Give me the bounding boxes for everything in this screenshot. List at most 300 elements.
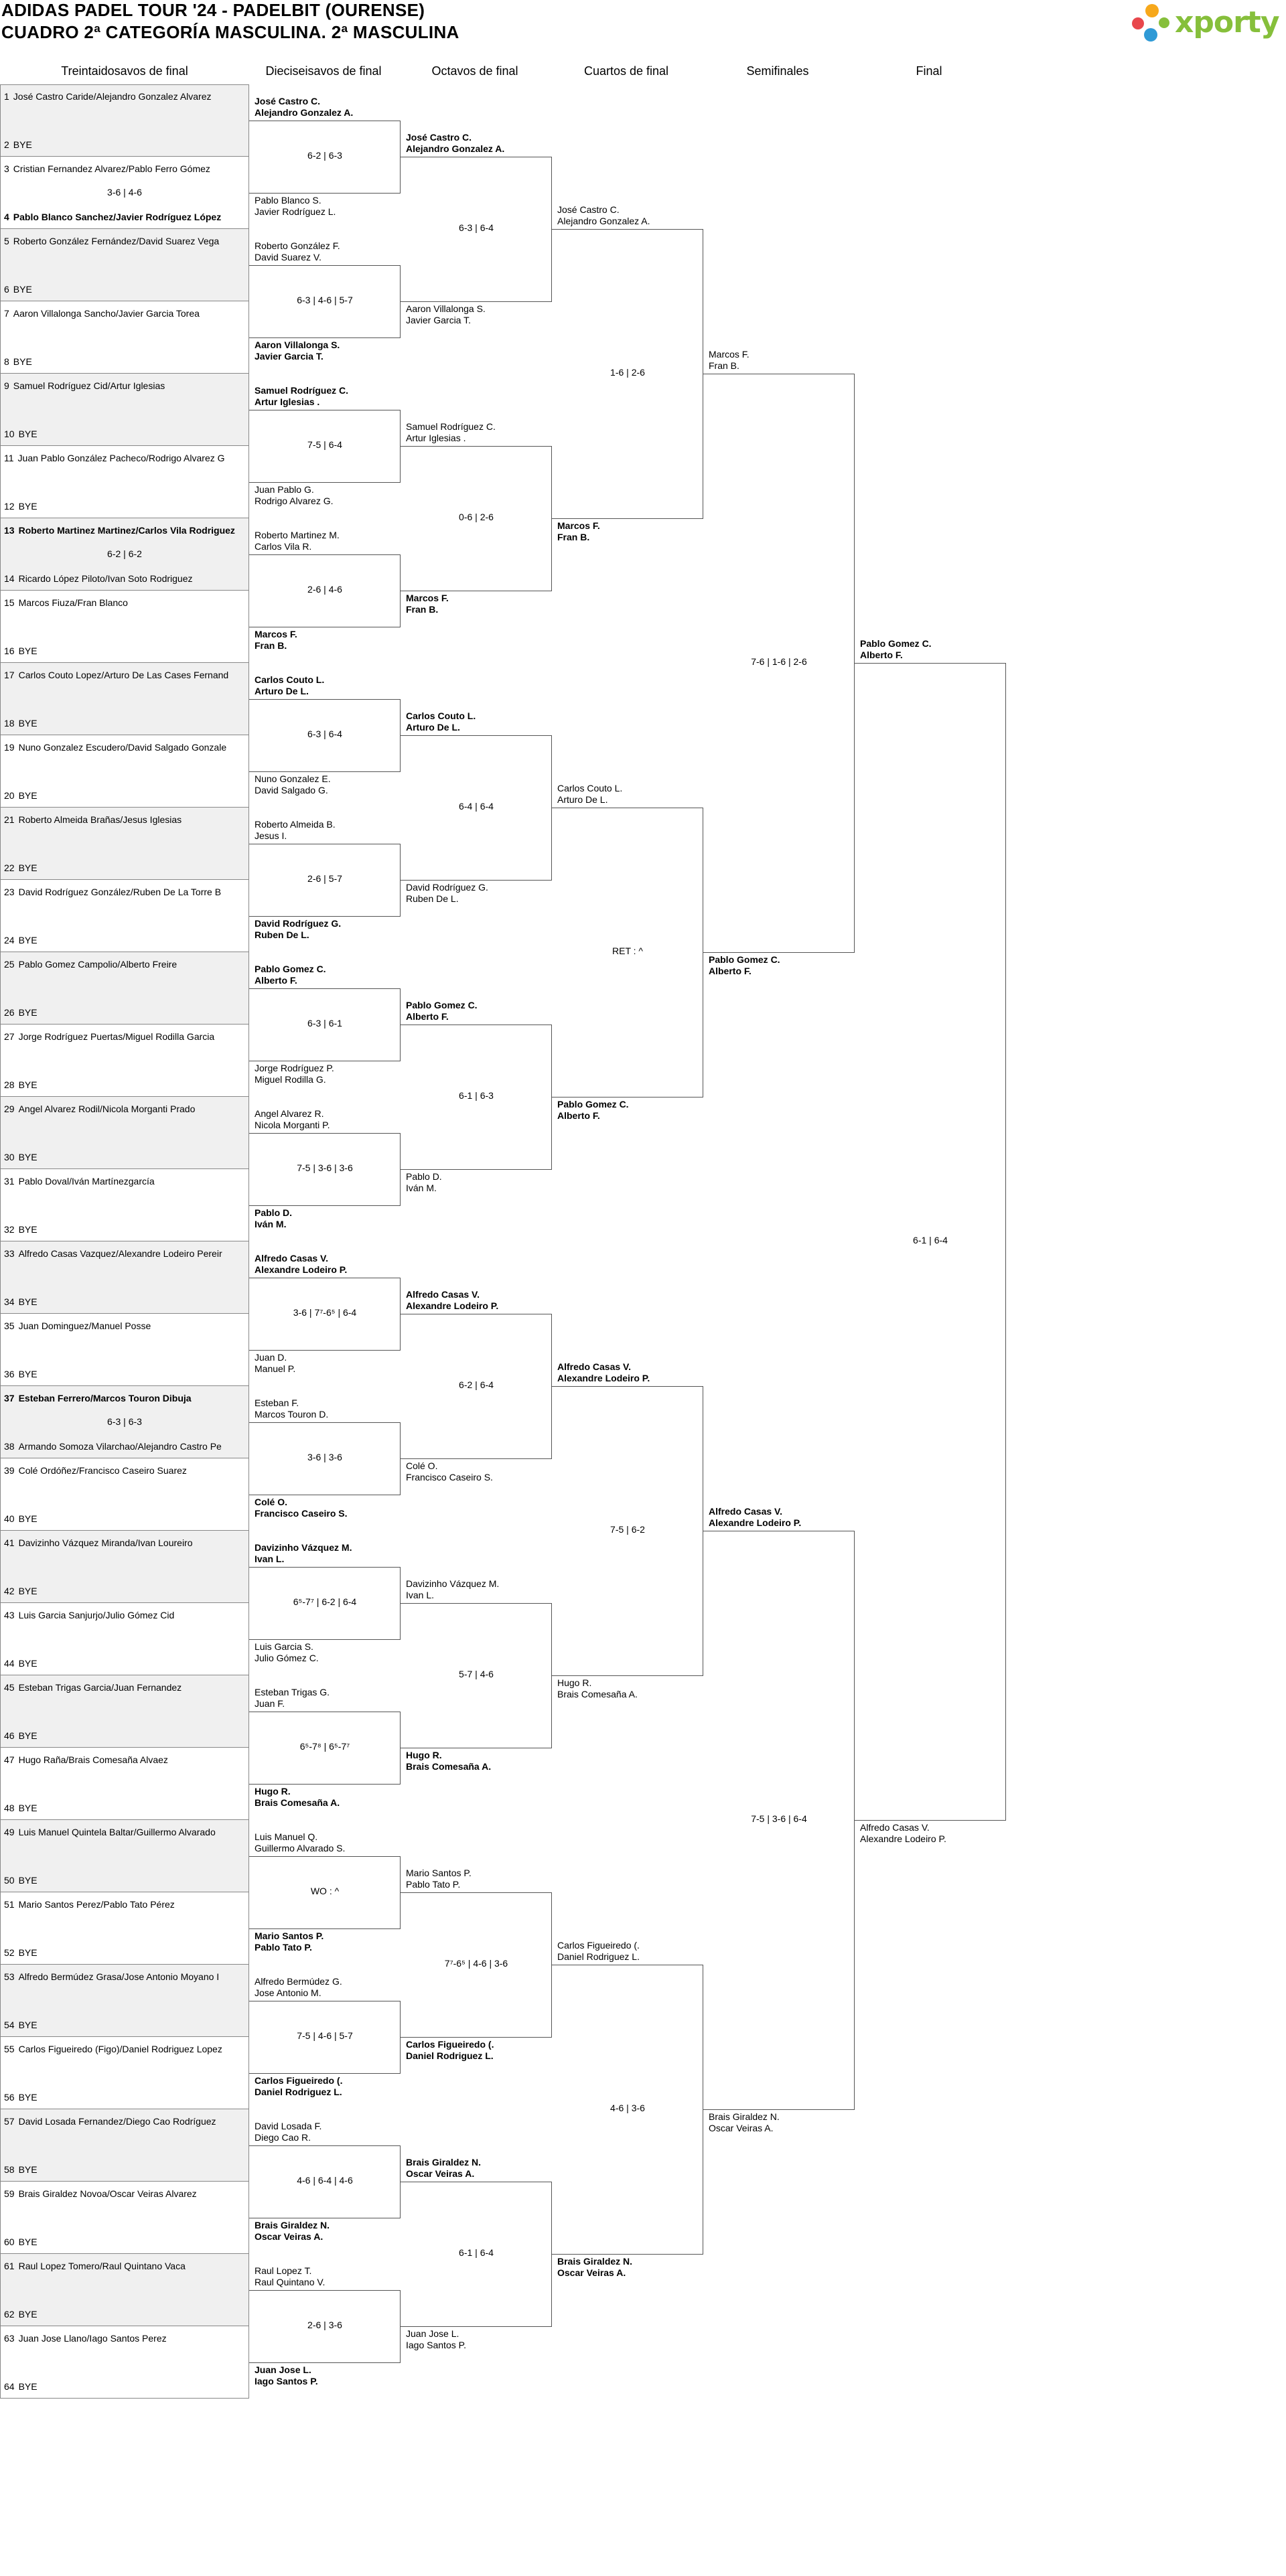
player-name: Iago Santos P. — [255, 2376, 318, 2386]
player-name: Iago Santos P. — [406, 2340, 467, 2350]
seed-number: 26 — [4, 1007, 15, 1018]
seed-number: 20 — [4, 790, 15, 801]
team-name[interactable] — [406, 1868, 549, 1890]
player-row[interactable] — [4, 814, 245, 825]
team-name[interactable] — [557, 520, 701, 543]
seed-number: 21 — [4, 814, 15, 825]
player-row[interactable] — [4, 2381, 245, 2392]
player-row[interactable] — [4, 1031, 245, 1042]
player-row[interactable] — [4, 790, 245, 801]
player-row[interactable] — [4, 2237, 245, 2247]
team-name[interactable] — [406, 303, 549, 326]
bracket-line — [249, 1133, 401, 1134]
seed-number: 22 — [4, 862, 15, 873]
team-name[interactable] — [255, 1976, 398, 1999]
bracket-line — [552, 1675, 703, 1676]
match-score: 6-3 | 4-6 | 5-7 — [297, 295, 353, 305]
team-name[interactable] — [255, 2075, 398, 2098]
player-name: Juan Jose L. — [255, 2364, 311, 2375]
player-row[interactable] — [4, 573, 245, 584]
team-name[interactable] — [255, 530, 398, 552]
player-row[interactable] — [4, 2261, 245, 2271]
page-subtitle: CUADRO 2ª CATEGORÍA MASCULINA. 2ª MASCULINA — [1, 22, 459, 42]
player-name: Artur Iglesias . — [255, 396, 320, 407]
match-score: 7-5 | 4-6 | 5-7 — [297, 2030, 353, 2041]
player-row[interactable] — [4, 1754, 245, 1765]
player-row[interactable] — [4, 935, 245, 945]
player-row[interactable] — [4, 1079, 245, 1090]
player-name: Pablo Blanco Sanchez/Javier Rodríguez López — [13, 212, 222, 222]
team-name[interactable] — [255, 1108, 398, 1131]
player-name: Guillermo Alvarado S. — [255, 1843, 346, 1853]
seed-number: 48 — [4, 1803, 15, 1813]
player-row[interactable] — [4, 1441, 245, 1452]
player-name: Jorge Rodríguez Puertas/Miguel Rodilla Garcia — [18, 1031, 215, 1042]
player-name: BYE — [13, 284, 32, 295]
team-name[interactable] — [255, 964, 398, 986]
player-name: José Castro Caride/Alejandro Gonzalez Alvarez — [13, 91, 212, 102]
player-row[interactable] — [4, 1971, 245, 1982]
seed-number: 46 — [4, 1730, 15, 1741]
player-name: Marcos F. — [406, 593, 449, 603]
seed-number: 19 — [4, 742, 15, 753]
player-name: Davizinho Vázquez M. — [406, 1578, 500, 1589]
player-row[interactable] — [4, 670, 245, 680]
match-score: 3-6 | 4-6 — [107, 187, 142, 198]
team-name[interactable] — [255, 1063, 398, 1085]
player-name: Alfredo Casas V. — [255, 1253, 328, 1264]
player-name: BYE — [13, 356, 32, 367]
team-name[interactable] — [255, 629, 398, 652]
player-name: Mario Santos Perez/Pablo Tato Pérez — [18, 1899, 175, 1910]
player-name: Aaron Villalonga S. — [255, 339, 340, 350]
match-score: 6-1 | 6-3 — [459, 1090, 494, 1101]
player-name: David Salgado G. — [255, 785, 328, 795]
player-row[interactable] — [4, 380, 245, 391]
player-name: Alejandro Gonzalez A. — [557, 216, 650, 226]
player-name: Davizinho Vázquez Miranda/Ivan Loureiro — [18, 1537, 193, 1548]
player-name: Javier Garcia T. — [255, 351, 324, 362]
player-row[interactable] — [4, 453, 245, 463]
player-name: Javier Garcia T. — [406, 315, 471, 325]
round-header: Semifinales — [746, 64, 809, 78]
match-score: 6-3 | 6-3 — [107, 1416, 142, 1427]
seed-number: 12 — [4, 501, 15, 512]
logo-dot-icon — [1144, 28, 1157, 42]
player-row[interactable] — [4, 212, 245, 222]
player-name: BYE — [18, 1513, 38, 1524]
player-name: Ruben De L. — [406, 893, 459, 904]
player-name: Alexandre Lodeiro P. — [406, 1300, 499, 1311]
seed-number: 18 — [4, 718, 15, 729]
player-row[interactable] — [4, 2309, 245, 2320]
team-name[interactable] — [860, 638, 1003, 661]
team-name[interactable] — [709, 349, 852, 372]
player-row[interactable] — [4, 2020, 245, 2030]
seed-number: 64 — [4, 2381, 15, 2392]
logo-dot-icon — [1145, 4, 1159, 17]
player-name: Nicola Morganti P. — [255, 1120, 330, 1130]
match-score: 6-3 | 6-4 — [459, 222, 494, 233]
player-row[interactable] — [4, 1152, 245, 1162]
bracket-line — [249, 265, 401, 266]
team-name[interactable] — [406, 593, 549, 615]
team-name[interactable] — [406, 1289, 549, 1312]
player-row[interactable] — [4, 2164, 245, 2175]
player-row[interactable] — [4, 1224, 245, 1235]
bracket-line — [552, 229, 703, 230]
player-name: Samuel Rodríguez C. — [255, 385, 349, 396]
team-name[interactable] — [557, 1940, 701, 1963]
match-score: 7-5 | 3-6 | 6-4 — [751, 1813, 807, 1824]
seed-number: 36 — [4, 1369, 15, 1379]
player-row[interactable] — [4, 525, 245, 536]
match-score: 4-6 | 6-4 | 4-6 — [297, 2175, 353, 2186]
player-name: BYE — [18, 1803, 38, 1813]
player-name: BYE — [18, 1875, 38, 1886]
player-row[interactable] — [4, 91, 245, 102]
logo-dot-icon — [1159, 17, 1169, 28]
team-name[interactable] — [406, 1460, 549, 1483]
seed-number: 44 — [4, 1658, 15, 1669]
player-name: Cristian Fernandez Alvarez/Pablo Ferro Gómez — [13, 163, 210, 174]
seed-number: 32 — [4, 1224, 15, 1235]
match-score: 7-6 | 1-6 | 2-6 — [751, 656, 807, 667]
player-row[interactable] — [4, 284, 245, 295]
seed-number: 6 — [4, 284, 9, 295]
player-name: BYE — [18, 1224, 38, 1235]
player-row[interactable] — [4, 236, 245, 246]
player-name: Fran B. — [255, 640, 287, 651]
team-name[interactable] — [255, 1397, 398, 1420]
player-name: Alfredo Casas Vazquez/Alexandre Lodeiro Pereir — [18, 1248, 222, 1259]
match-score: 6-1 | 6-4 — [913, 1235, 948, 1245]
team-name[interactable] — [557, 783, 701, 806]
team-name[interactable] — [709, 1506, 852, 1529]
player-row[interactable] — [4, 959, 245, 970]
player-name: Alexandre Lodeiro P. — [255, 1264, 348, 1275]
player-name: José Castro C. — [406, 132, 472, 143]
seed-number: 35 — [4, 1320, 15, 1331]
seed-number: 49 — [4, 1827, 15, 1837]
team-name[interactable] — [406, 1750, 549, 1772]
bracket-line — [249, 2145, 401, 2146]
player-name: Pablo Tato P. — [255, 1942, 312, 1953]
player-name: Pablo Tato P. — [406, 1879, 461, 1890]
player-name: Juan Jose L. — [406, 2328, 459, 2339]
player-name: Miguel Rodilla G. — [255, 1074, 326, 1085]
seed-number: 57 — [4, 2116, 15, 2127]
player-row[interactable] — [4, 597, 245, 608]
player-row[interactable] — [4, 1899, 245, 1910]
team-name[interactable] — [255, 385, 398, 408]
seed-number: 47 — [4, 1754, 15, 1765]
team-name[interactable] — [255, 1687, 398, 1710]
team-name[interactable] — [255, 1542, 398, 1565]
bracket-line — [401, 1458, 552, 1459]
team-name[interactable] — [255, 2265, 398, 2288]
seed-number: 16 — [4, 646, 15, 656]
player-row[interactable] — [4, 2092, 245, 2103]
team-name[interactable] — [557, 204, 701, 227]
player-name: Iván M. — [255, 1219, 287, 1229]
player-name: Alexandre Lodeiro P. — [557, 1373, 650, 1383]
player-row[interactable] — [4, 1465, 245, 1476]
player-name: José Castro C. — [255, 96, 321, 106]
team-name[interactable] — [255, 2121, 398, 2143]
match-score: 6-2 | 6-4 — [459, 1379, 494, 1390]
player-name: Alfredo Casas V. — [709, 1506, 782, 1517]
seed-number: 34 — [4, 1296, 15, 1307]
player-row[interactable] — [4, 308, 245, 319]
player-name: Roberto Almeida Brañas/Jesus Iglesias — [18, 814, 182, 825]
seed-number: 40 — [4, 1513, 15, 1524]
player-name: Carlos Couto Lopez/Arturo De Las Cases Fernand — [18, 670, 229, 680]
seed-number: 2 — [4, 139, 9, 150]
team-name[interactable] — [406, 1171, 549, 1194]
player-row[interactable] — [4, 1393, 245, 1404]
seed-number: 9 — [4, 380, 9, 391]
seed-number: 60 — [4, 2237, 15, 2247]
player-name: Manuel P. — [255, 1363, 296, 1374]
team-name[interactable] — [406, 2157, 549, 2180]
player-row[interactable] — [4, 1176, 245, 1187]
match-score: RET : ^ — [612, 945, 643, 956]
team-name[interactable] — [406, 421, 549, 444]
bracket-line — [249, 1422, 401, 1423]
seed-number: 51 — [4, 1899, 15, 1910]
seed-number: 15 — [4, 597, 15, 608]
player-name: Brais Giraldez N. — [557, 2256, 633, 2267]
player-name: Colé O. — [406, 1460, 438, 1471]
player-name: Luis Garcia S. — [255, 1641, 313, 1652]
team-name[interactable] — [255, 1352, 398, 1375]
player-name: David Rodríguez G. — [406, 882, 488, 893]
seed-number: 62 — [4, 2309, 15, 2320]
player-row[interactable] — [4, 2044, 245, 2054]
player-name: Pablo Gomez C. — [406, 1000, 478, 1010]
seed-number: 7 — [4, 308, 9, 319]
match-score: 6-1 | 6-4 — [459, 2247, 494, 2258]
bracket-line — [249, 771, 401, 772]
player-name: Carlos Couto L. — [406, 710, 476, 721]
team-name[interactable] — [255, 2220, 398, 2243]
team-name[interactable] — [709, 2111, 852, 2134]
player-name: Brais Comesaña A. — [557, 1689, 638, 1699]
seed-number: 25 — [4, 959, 15, 970]
team-name[interactable] — [255, 1786, 398, 1809]
player-name: Angel Alvarez Rodil/Nicola Morganti Prado — [18, 1104, 196, 1114]
player-row[interactable] — [4, 742, 245, 753]
player-row[interactable] — [4, 1104, 245, 1114]
player-name: Luis Manuel Q. — [255, 1831, 318, 1842]
player-name: Mario Santos P. — [406, 1868, 472, 1878]
seed-number: 28 — [4, 1079, 15, 1090]
player-row[interactable] — [4, 1537, 245, 1548]
player-row[interactable] — [4, 646, 245, 656]
player-name: Roberto Martinez Martinez/Carlos Vila Rodriguez — [18, 525, 235, 536]
match-score: 7⁷-6⁵ | 4-6 | 3-6 — [444, 1958, 508, 1969]
team-name[interactable] — [406, 710, 549, 733]
player-row[interactable] — [4, 2333, 245, 2344]
player-row[interactable] — [4, 1730, 245, 1741]
team-name[interactable] — [255, 1497, 398, 1519]
player-name: Alberto F. — [709, 966, 752, 976]
seed-number: 53 — [4, 1971, 15, 1982]
player-row[interactable] — [4, 139, 245, 150]
player-name: Juan F. — [255, 1698, 285, 1709]
player-row[interactable] — [4, 356, 245, 367]
match-score: 3-6 | 7⁷-6⁵ | 6-4 — [293, 1307, 357, 1318]
bracket-line — [249, 988, 401, 989]
player-name: Carlos Figueiredo (. — [406, 2039, 494, 2050]
player-row[interactable] — [4, 718, 245, 729]
seed-number: 3 — [4, 163, 9, 174]
player-name: Carlos Couto L. — [255, 674, 325, 685]
team-name[interactable] — [255, 484, 398, 507]
page-title: ADIDAS PADEL TOUR '24 - PADELBIT (OURENSE) — [1, 0, 425, 20]
player-name: Pablo Gomez C. — [255, 964, 326, 974]
seed-number: 39 — [4, 1465, 15, 1476]
player-name: Juan Pablo G. — [255, 484, 314, 495]
team-name[interactable] — [557, 2256, 701, 2279]
seed-number: 13 — [4, 525, 15, 536]
team-name[interactable] — [406, 2039, 549, 2062]
match-score: 6-2 | 6-2 — [107, 548, 142, 559]
player-row[interactable] — [4, 2188, 245, 2199]
team-name[interactable] — [255, 339, 398, 362]
seed-number: 58 — [4, 2164, 15, 2175]
player-name: Alfredo Casas V. — [860, 1822, 930, 1833]
player-name: David Rodríguez G. — [255, 918, 342, 929]
team-name[interactable] — [406, 1000, 549, 1022]
player-row[interactable] — [4, 163, 245, 174]
player-name: Brais Giraldez N. — [255, 2220, 330, 2230]
seed-number: 61 — [4, 2261, 15, 2271]
bracket-line — [401, 1169, 552, 1170]
seed-number: 42 — [4, 1586, 15, 1596]
player-name: Marcos Fiuza/Fran Blanco — [18, 597, 128, 608]
bracket-line — [249, 916, 401, 917]
player-name: Daniel Rodriguez L. — [406, 2050, 494, 2061]
player-row[interactable] — [4, 862, 245, 873]
player-name: Roberto González F. — [255, 240, 340, 251]
player-row[interactable] — [4, 1658, 245, 1669]
player-row[interactable] — [4, 1296, 245, 1307]
team-name[interactable] — [255, 1253, 398, 1276]
team-name[interactable] — [860, 1822, 1003, 1845]
player-name: Arturo De L. — [255, 686, 309, 696]
team-name[interactable] — [406, 882, 549, 905]
seed-number: 55 — [4, 2044, 15, 2054]
team-name[interactable] — [255, 1207, 398, 1230]
player-row[interactable] — [4, 1827, 245, 1837]
player-row[interactable] — [4, 1682, 245, 1693]
seed-number: 23 — [4, 887, 15, 897]
logo-dot-icon — [1132, 17, 1144, 29]
player-name: Alberto F. — [860, 650, 903, 660]
team-name[interactable] — [255, 674, 398, 697]
match-score: 0-6 | 2-6 — [459, 512, 494, 522]
bracket-line — [703, 2109, 855, 2110]
team-name[interactable] — [255, 240, 398, 263]
player-name: David Rodríguez González/Ruben De La Torre B — [18, 887, 222, 897]
bracket-line — [401, 446, 552, 447]
team-name[interactable] — [406, 1578, 549, 1601]
bracket-line — [552, 2254, 703, 2255]
team-name[interactable] — [255, 918, 398, 941]
player-row[interactable] — [4, 1513, 245, 1524]
player-name: Arturo De L. — [557, 794, 608, 805]
player-name: Alfredo Casas V. — [406, 1289, 480, 1300]
team-name[interactable] — [255, 96, 398, 119]
player-row[interactable] — [4, 1248, 245, 1259]
player-name: Marcos F. — [709, 349, 749, 360]
seed-number: 4 — [4, 212, 9, 222]
team-name[interactable] — [406, 2328, 549, 2351]
player-name: Alfredo Bermúdez Grasa/Jose Antonio Moyano I — [18, 1971, 220, 1982]
bracket-line — [249, 1205, 401, 1206]
bracket-line — [552, 518, 703, 519]
player-name: Carlos Figueiredo (Figo)/Daniel Rodriguez Lopez — [18, 2044, 222, 2054]
player-row[interactable] — [4, 429, 245, 439]
team-name[interactable] — [557, 1099, 701, 1122]
team-name[interactable] — [406, 132, 549, 155]
seed-number: 63 — [4, 2333, 15, 2344]
team-name[interactable] — [709, 954, 852, 977]
player-name: Mario Santos P. — [255, 1930, 324, 1941]
player-row[interactable] — [4, 501, 245, 512]
player-name: Roberto Almeida B. — [255, 819, 336, 830]
player-name: Roberto González Fernández/David Suarez Vega — [13, 236, 220, 246]
player-name: Javier Rodríguez L. — [255, 206, 336, 217]
team-name[interactable] — [255, 195, 398, 218]
seed-number: 10 — [4, 429, 15, 439]
team-name[interactable] — [557, 1361, 701, 1384]
bracket-line — [249, 482, 401, 483]
player-row[interactable] — [4, 1803, 245, 1813]
player-row[interactable] — [4, 1947, 245, 1958]
match-score: 1-6 | 2-6 — [610, 367, 645, 378]
player-name: Aaron Villalonga Sancho/Javier Garcia Torea — [13, 308, 200, 319]
player-row[interactable] — [4, 1320, 245, 1331]
player-row[interactable] — [4, 1369, 245, 1379]
player-row[interactable] — [4, 1875, 245, 1886]
team-name[interactable] — [255, 773, 398, 796]
player-name: Brais Giraldez N. — [709, 2111, 780, 2122]
team-name[interactable] — [255, 1831, 398, 1854]
team-name[interactable] — [557, 1677, 701, 1700]
match-score: 7-5 | 6-4 — [307, 439, 342, 450]
team-name[interactable] — [255, 1930, 398, 1953]
bracket-line — [401, 301, 552, 302]
bracket-line — [249, 1567, 401, 1568]
player-name: Colé O. — [255, 1497, 288, 1507]
player-row[interactable] — [4, 2116, 245, 2127]
player-row[interactable] — [4, 1007, 245, 1018]
team-name[interactable] — [255, 819, 398, 842]
player-row[interactable] — [4, 887, 245, 897]
team-name[interactable] — [255, 2364, 398, 2387]
match-score: 5-7 | 4-6 — [459, 1669, 494, 1679]
player-name: Roberto Martinez M. — [255, 530, 340, 540]
match-score: 6-3 | 6-1 — [307, 1018, 342, 1029]
seed-number: 33 — [4, 1248, 15, 1259]
player-row[interactable] — [4, 1586, 245, 1596]
player-row[interactable] — [4, 1610, 245, 1620]
team-name[interactable] — [255, 1641, 398, 1664]
player-name: Francisco Caseiro S. — [406, 1472, 493, 1483]
